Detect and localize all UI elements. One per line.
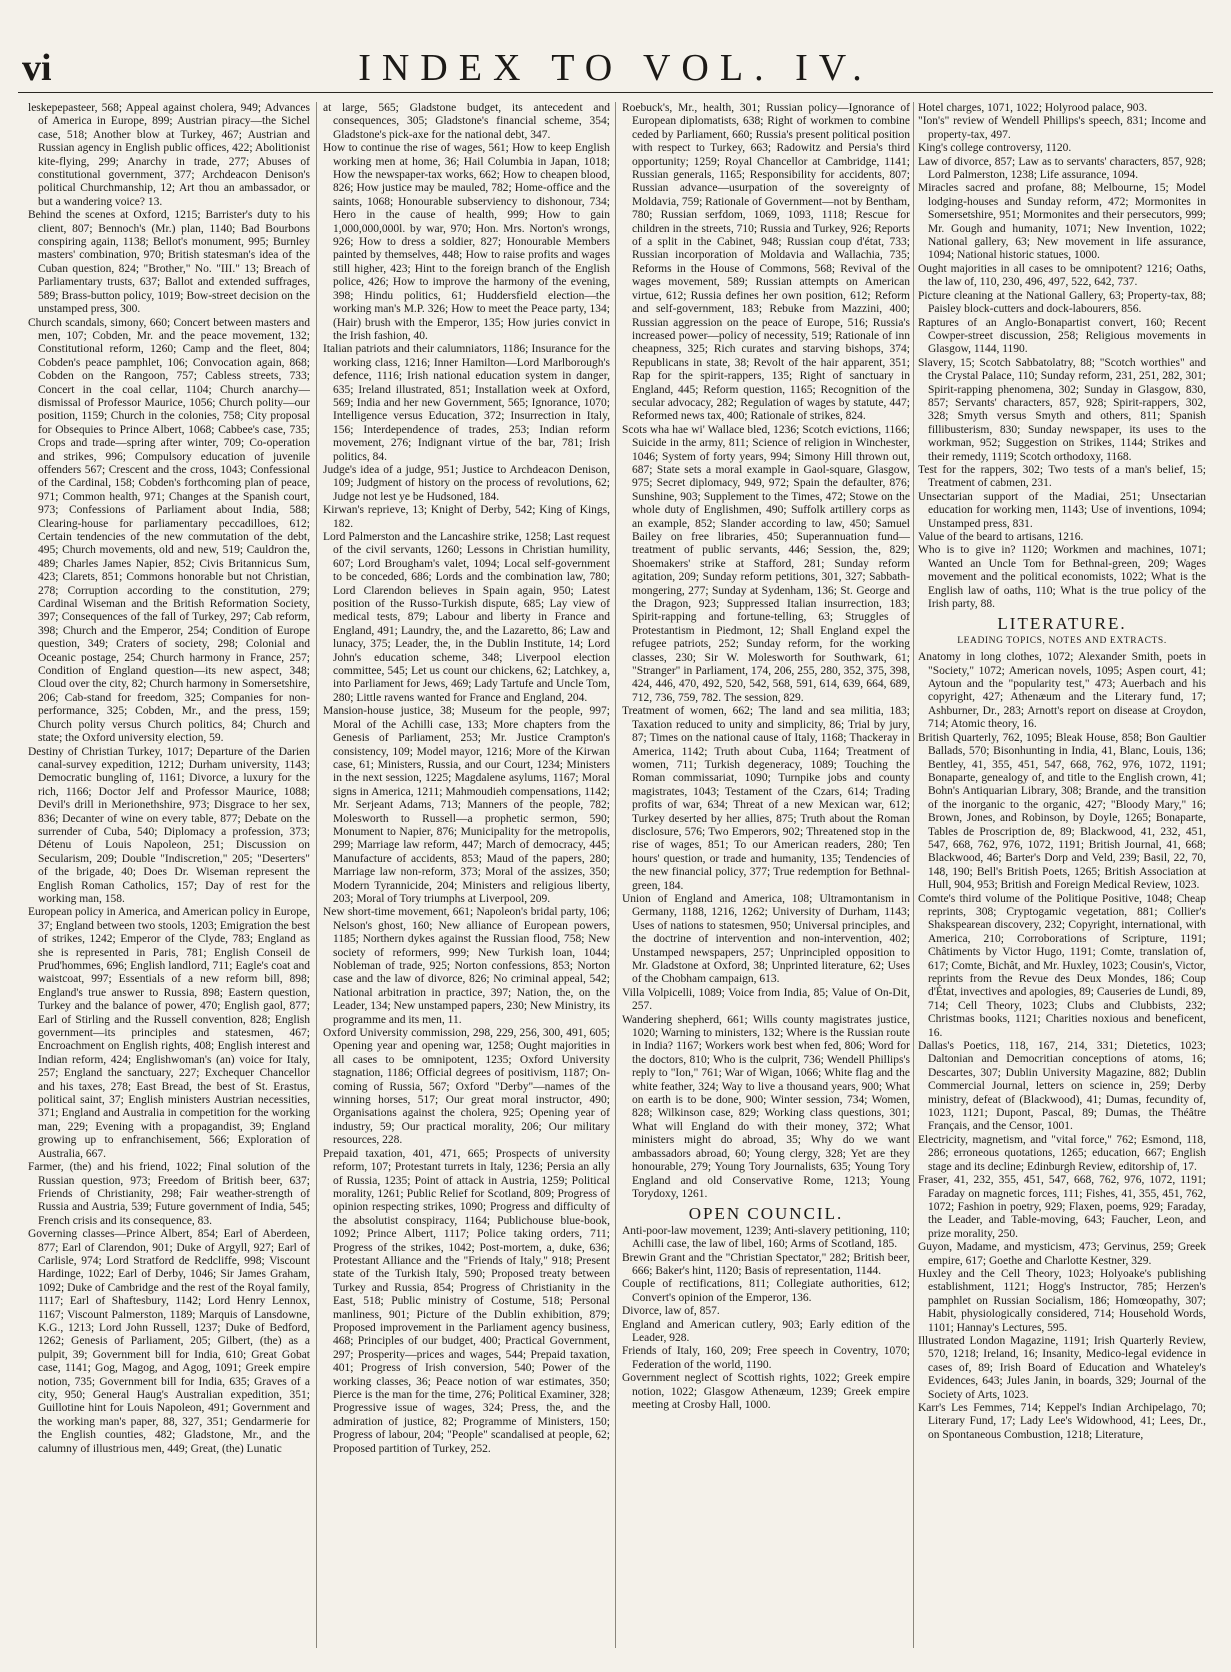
open-council-heading: OPEN COUNCIL. xyxy=(688,1204,844,1224)
literature-entries xyxy=(918,651,1206,1442)
page-folio: vi xyxy=(22,47,52,89)
index-entry: King's college controversy, 1120. xyxy=(918,142,1072,155)
index-entry: Huxley and the Cell Theory, 1023; Holyoake's publishing establishment, 1121; Hogg's Instructor, 785; Herzen's pamphlet on Russian Socialism, 186; Homœopathy, 307; Habit, physiologically considered, 714; Household Words, 1101; Hannay's Lectures, 595. xyxy=(918,1267,1206,1334)
index-entry: Guyon, Madame, and mysticism, 473; Gervinus, 259; Greek empire, 617; Goethe and Charlotte Kestner, 329. xyxy=(918,1241,1206,1267)
index-entry: "Ion's" review of Wendell Phillips's speech, 831; Income and property-tax, 497. xyxy=(918,115,1206,141)
index-entry: Roebuck's, Mr., health, 301; Russian policy—Ignorance of European diplomatists, 638; Right of workmen to combine ceded by Parliament, 660; Russia's present political position with respect to Turkey, 663; Radowitz and Persia's third opportunity; 1259; Royal Chancellor at Cambridge, 1141; Russian generals, 1165; Responsibility for accidents, 807; Russian advance—usurpation of the sovereignty of Moldavia, 759; Rationale of Government—not by Bentham, 780; Russian serfdom, 1069, 1093, 1118; Rescue for children in the streets, 710; Russia and Turkey, 926; Reports of a split in the Cabinet, 948; Russian coup d'état, 733; Russian incorporation of Moldavia and Wallachia, 735; Reforms in the House of Commons, 568; Revival of the wages movement, 589; Russian attempts on American virtue, 612; Russia defines her own position, 612; Reform and self-government, 183; Rebuke from Mazzini, 400; Russian aggression on the peace of Europe, 516; Russia's increased power—policy of necessity, 519; Rationale of inn cheapness, 325; Rich curates and starving bishops, 374; Republicans in state, 38; Revolt of the hair apparent, 351; Rap for the spirit-rappers, 135; Right of sanctuary in England, 445; Reform question, 1165; Recognition of the secular advocacy, 282; Regulation of wages by statute, 447; Reformed news tax, 400; Rationale of strikes, 824. xyxy=(622,102,910,423)
page-header xyxy=(18,40,1213,93)
index-entry: at large, 565; Gladstone budget, its antecedent and consequences, 305; Gladstone's financial scheme, 354; Gladstone's pick-axe for the national debt, 347. xyxy=(323,102,610,141)
index-entry: Electricity, magnetism, and "vital force," 762; Esmond, 118, 286; erroneous quotations, 1265; education, 667; English stage and its decline; Edinburgh Review, editorship of, 17. xyxy=(918,1133,1206,1173)
index-entry: Treatment of women, 662; The land and sea militia, 183; Taxation reduced to unity and simplicity, 86; Trial by jury, 87; Times on the national cause of Italy, 1168; Thackeray in America, 1142; Truth about Cuba, 1164; Treatment of women, 711; Turkish degeneracy, 1089; Touching the Roman commissariat, 1090; Turnpike jobs and county magistrates, 1043; Testament of the Czars, 614; Trading profits of war, 634; Threat of a new Mexican war, 612; Turkey deserted by her allies, 875; Truth about the Roman disclosure, 576; Two Emperors, 902; Threatened stop in the rise of wages, 851; To our American readers, 280; Ten hours' question, or trade and humanity, 135; Tendencies of the new financial policy, 377; True redemption for Bethnal-green, 184. xyxy=(622,705,910,892)
column-rule xyxy=(913,102,914,1648)
index-entry: Picture cleaning at the National Gallery, 63; Property-tax, 88; Paisley block-cutters and dock-labourers, 856. xyxy=(918,289,1206,316)
index-entry: New short-time movement, 661; Napoleon's bridal party, 106; Nelson's ghost, 160; New alliance of European powers, 1185; Northern dykes against the Russian flood, 758; New society of reformers, 999; New Turkish loan, 1044; Nobleman of trade, 925; Norton confessions, 853; Norton case and the law of divorce, 826; No criminal appeal, 542; National arbitration in practice, 397; Nation, the, on the Leader, 134; New unstamped papers, 230; New Ministry, its programme and its men, 11. xyxy=(323,906,610,1026)
index-entry: Couple of rectifications, 811; Collegiate authorities, 612; Convert's opinion of the Emperor, 136. xyxy=(622,1278,910,1304)
index-entry: Divorce, law of, 857. xyxy=(622,1305,720,1318)
index-entry: Scots wha hae wi' Wallace bled, 1236; Scotch evictions, 1166; Suicide in the army, 811; Science of religion in Winchester, 1046; System of forty years, 994; Simony Hill thrown out, 687; State sets a moral example in Gaol-square, Glasgow, 975; Secret diplomacy, 949, 972; Spain the defaulter, 876; Sunshine, 903; Supplement to the Times, 472; Stowe on the whole duty of Englishmen, 490; Suffolk artillery corps as an example, 852; Slander according to law, 450; Samuel Bailey on free libraries, 450; Superannuation fund—treatment of public servants, 446; Session, the, 829; Shoemakers' strike at Stafford, 281; Sunday reform agitation, 209; Sunday reform petitions, 301, 327; Sabbath-mongering, 277; Sunday at Sydenham, 136; St. George and the Dragon, 923; Suppressed Italian insurrection, 183; Spirit-rapping and fortune-telling, 63; Struggles of Protestantism in Piedmont, 12; Shall England expel the refugee patriots, 252; Sunday reform, for the working classes, 230; Sir W. Molesworth for Southwark, 61; "Stranger" in Parliament, 174, 206, 255, 280, 352, 375, 398, 424, 446, 470, 492, 520, 542, 568, 591, 614, 639, 664, 689, 712, 736, 759, 782. The session, 829. xyxy=(622,423,910,704)
index-entry: European policy in America, and American policy in Europe, 37; England between two stools, 1203; Emigration the best of strikes, 1242; Emperor of the Clyde, 783; England as she is represented in Paris, 781; English Conseil de Prud'hommes, 696; English landlord, 711; Eagle's coat and waistcoat, 997; Essentials of a new reform bill, 898; England's true answer to Russia, 898; Eastern question, Turkey and the balance of power, 470; English gaol, 877; Earl of Stirling and the Russell convention, 828; English government—its principles and statesmen, 467; Encroachment on English rights, 408; English interest and Indian reform, 424; Englishwoman's (an) voice for Italy, 257; England the sanctuary, 227; Exchequer Chancellor and his taxes, 278; East Bread, the best of St. Erastus, political saint, 37; English ministers Austrian necessities, 371; England and Australia in competition for the working man, 229; Evening with a propagandist, 39; England growing up to enfranchisement, 566; Exploration of Australia, 667. xyxy=(28,906,310,1160)
index-entry: Farmer, (the) and his friend, 1022; Final solution of the Russian question, 973; Freedom of British beer, 637; Friends of Christianity, 298; Fair weather-strength of Russia and Austria, 539; Future government of India, 545; French crisis and its consequence, 83. xyxy=(28,1161,310,1227)
index-entry: Law of divorce, 857; Law as to servants' characters, 857, 928; Lord Palmerston, 1238; Life assurance, 1094. xyxy=(918,155,1206,182)
index-column-1 xyxy=(28,102,310,1650)
index-entry: Fraser, 41, 232, 355, 451, 547, 668, 762, 976, 1072, 1191; Faraday on magnetic forces, 111; Fishes, 41, 355, 451, 762, 1072; Fashion in poetry, 929; Flaxen, poems, 929; Faraday, the Leader, and Table-moving, 643; Faucher, Leon, and prize morality, 250. xyxy=(918,1174,1206,1240)
literature-heading: LITERATURE. xyxy=(997,614,1127,634)
column-rule xyxy=(316,102,317,1648)
index-entry: Governing classes—Prince Albert, 854; Earl of Aberdeen, 877; Earl of Clarendon, 901; Duke of Argyll, 927; Earl of Carlisle, 974; Lord Stratford de Redcliffe, 998; Viscount Hardinge, 1022; Earl of Derby, 1046; Sir James Graham, 1092; Duke of Cambridge and the rest of the Royal family, 1117; Earl of Shaftesbury, 1142; Lord Henry Lennox, 1167; Viscount Palmerston, 1189; Marquis of Lansdowne, K.G., 1213; Lord John Russell, 1237; Duke of Bedford, 1262; Genesis of Parliament, 205; Gilbert, (the) as a pulpit, 39; Government bill for India, 610; Great Gobat case, 1141; Gog, Magog, and Agog, 1091; Greek empire notion, 735; Government bill for India, 635; Graves of a city, 950; General Haug's Australian expedition, 351; Guillotine hint for Louis Napoleon, 491; Government and the working man's paper, 88, 327, 351; Gendarmerie for the English counties, 482; Gladstone, Mr., and the calumny of illustrious men, 449; Great, (the) Lunatic xyxy=(28,1228,310,1455)
index-entry: Italian patriots and their calumniators, 1186; Insurance for the working class, 1216; Inner Hamilton—Lord Marlborough's defence, 1116; Irish national education system in danger, 635; Ireland illustrated, 851; Installation week at Oxford, 569; India and her new Government, 565; Ignorance, 1070; Intelligence versus Education, 372; Insurrection in Italy, 156; Interdependence of trades, 253; Indian reform movement, 276; Indignant virtue of the bar, 781; Irish politics, 84. xyxy=(323,343,610,463)
index-entry: Anatomy in long clothes, 1072; Alexander Smith, poets in "Society," 1072; American novels, 1095; Aspen court, 41; Aytoun and the "popularity test," 473; Auerbach and his copyright, 427; Athenæum and the Literary fund, 17; Ashburner, Dr., 283; Arnott's report on disease at Croydon, 714; Atomic theory, 16. xyxy=(918,651,1206,731)
index-entry: Behind the scenes at Oxford, 1215; Barrister's duty to his client, 807; Bennoch's (Mr.) plan, 1140; Bad Bourbons conspiring again, 1138; Bellot's monument, 995; Burnley masters' combination, 970; British statesman's idea of the Cuban question, 824; "Brother," No. "III." 13; Breach of Parliamentary trusts, 637; Ballot and extended suffrages, 589; Brass-button policy, 1019; Bow-street decision on the unstamped press, 300. xyxy=(28,209,310,316)
index-entry: Mansion-house justice, 38; Museum for the people, 997; Moral of the Achilli case, 133; More chapters from the Genesis of Parliament, 253; Mr. Justice Crampton's consistency, 109; Model mayor, 1216; More of the Kirwan case, 61; Ministers, Russia, and our Court, 1234; Ministers in the next session, 1225; Magdalene asylums, 1167; Moral signs in America, 1211; Mahmoudieh compensations, 1142; Mr. Serjeant Adams, 713; Manners of the people, 782; Molesworth to Russell—a prophetic sermon, 590; Monument to Napier, 876; Municipality for the metropolis, 299; Marriage law reform, 447; March of democracy, 445; Manufacture of accidents, 853; Maud of the papers, 280; Marriage law non-reform, 373; Moral of the assizes, 350; Modern Tyrannicide, 204; Ministers and religious liberty, 203; Moral of Tory triumphs at Liverpool, 209. xyxy=(323,705,610,905)
index-entry: Government neglect of Scottish rights, 1022; Greek empire notion, 1022; Glasgow Athenæum, 1239; Greek empire meeting at Crosby Hall, 1000. xyxy=(622,1372,910,1411)
index-entry: Raptures of an Anglo-Bonapartist convert, 160; Recent Cowper-street discussion, 258; Religious movements in Glasgow, 1144, 1190. xyxy=(918,316,1206,356)
column-4-entries xyxy=(918,102,1206,611)
index-entry: England and American cutlery, 903; Early edition of the Leader, 928. xyxy=(622,1318,910,1344)
page-title: INDEX TO VOL. IV. xyxy=(358,47,873,89)
index-entry: British Quarterly, 762, 1095; Bleak House, 858; Bon Gaultier Ballads, 570; Bisonhunting in India, 41, Blanc, Louis, 136; Bentley, 41, 355, 451, 547, 668, 762, 976, 1072, 1191; Bonaparte, genealogy of, and title to the English crown, 41; Bohn's Antiquarian Library, 308; Brande, and the transition of the inorganic to the organic, 427; "Bloody Mary," 16; Brown, Jones, and Robinson, by Doyle, 1265; Bonaparte, Tables de Proscription de, 89; Blackwood, 41, 232, 451, 547, 668, 762, 976, 1072, 1191; British Journal, 41, 668; Blackwood, 46; Barter's Dorp and Veld, 239; Basil, 22, 70, 148, 190; Bell's British Poets, 1265; British Association at Hull, 904, 953; British and Foreign Medical Review, 1023. xyxy=(918,731,1206,892)
index-entry: Wandering shepherd, 661; Wills county magistrates justice, 1020; Warning to ministers, 132; Where is the Russian route in India? 1167; Workers work best when fed, 806; Word for the doctors, 810; Who is the culprit, 736; Wendell Phillips's reply to "Ion," 761; War of Wigan, 1066; White flag and the white feather, 324; Way to live a thousand years, 900; What on earth is to be done, 900; Winter session, 734; Women, 828; Wilkinson case, 829; Working class questions, 301; What will England do with their money, 372; What ministers might do abroad, 35; Why do we want ambassadors abroad, 60; Young clergy, 328; Yet are they honourable, 279; Young Tory Journalists, 635; Young Tory England and old Conservative Rome, 1213; Young Torydoxy, 1261. xyxy=(622,1013,910,1200)
index-entry: Unsectarian support of the Madiai, 251; Unsectarian education for working men, 1143; Use of inventions, 1094; Unstamped press, 831. xyxy=(918,490,1206,530)
index-entry: leskepepasteer, 568; Appeal against cholera, 949; Advances of America in Europe, 899; Austrian piracy—the Sichel case, 518; Another blow at Turkey, 467; Austrian and Russian agency in English public offices, 422; Abolitionist kite-flying, 299; Anarchy in trade, 277; Abuses of constitutional government, 377; Archdeacon Denison's political Churchmanship, 12; Art thou an ambassador, or but a wandering voice? 13. xyxy=(28,102,310,208)
literature-section xyxy=(918,614,1206,1442)
index-entry: Friends of Italy, 160, 209; Free speech in Coventry, 1070; Federation of the world, 1190. xyxy=(622,1345,910,1371)
index-entry: Villa Volpicelli, 1089; Voice from India, 85; Value of On-Dit, 257. xyxy=(622,986,910,1013)
open-council-section xyxy=(622,1204,910,1412)
index-entry: Value of the beard to artisans, 1216. xyxy=(918,531,1084,543)
index-entry: Destiny of Christian Turkey, 1017; Departure of the Darien canal-survey expedition, 1212; Durham university, 1143; Democratic bungling of, 1161; Divorce, a luxury for the rich, 1166; Doctor Jelf and Professor Maurice, 1088; Devil's drill in Merionethshire, 973; Disgrace to her sex, 836; Decanter of wine on every table, 877; Debate on the surrender of Cuba, 540; Diplomacy a profession, 373; Détenu of Louis Napoleon, 251; Discussion on Secularism, 209; Double "Indiscretion," 205; "Deserters" of the brigade, 40; Does Dr. Wiseman represent the English Roman Catholics, 157; Day of rest for the working man, 158. xyxy=(28,745,310,905)
index-entry: Illustrated London Magazine, 1191; Irish Quarterly Review, 570, 1218; Ireland, 16; Insanity, Medico-legal evidence in cases of, 89; Irish Board of Education and Whateley's Evidences, 643; Jules Janin, in boards, 329; Journal of the Society of Arts, 1023. xyxy=(918,1334,1206,1401)
index-entry: Hotel charges, 1071, 1022; Holyrood palace, 903. xyxy=(918,102,1148,114)
index-entry: Judge's idea of a judge, 951; Justice to Archdeacon Denison, 109; Judgment of history on the process of revolutions, 62; Judge not lest ye be Hudsoned, 184. xyxy=(323,463,610,503)
index-column-2 xyxy=(323,102,610,1650)
open-council-entries xyxy=(622,1225,910,1413)
index-entry: Lord Palmerston and the Lancashire strike, 1258; Last request of the civil servants, 1260; Lessons in Christian humility, 607; Lord Brougham's valet, 1094; Local self-government to be conceded, 686; Lords and the combination law, 780; Lord Clarendon believes in Spain again, 950; Latest position of the Russo-Turkish dispute, 685; Lay view of medical tests, 879; Labour and liberty in France and England, 491; Laundry, the, and the Lazaretto, 86; Law and lunacy, 375; Leader, the, in the Dublin Institute, 14; Lord John's education scheme, 348; Liverpool election committee, 545; Let us count our chickens, 62; Latchkey, a, into Parliament for Jews, 469; Lady Tartufe and Uncle Tom, 280; Little ravens wanted for France and England, 204. xyxy=(323,531,610,704)
index-entry: Dallas's Poetics, 118, 167, 214, 331; Dietetics, 1023; Daltonian and Democritian conceptions of atoms, 16; Descartes, 307; Dublin University Magazine, 882; Dublin Commercial Journal, letters on science in, 259; Derby ministry, defeat of (Blackwood), 41; Dumas, fecundity of, 1023, 1121; Dupont, Pascal, 89; Dumas, the Théâtre Français, and the Censor, 1001. xyxy=(918,1040,1206,1133)
column-rule xyxy=(615,102,616,1648)
index-entry: Anti-poor-law movement, 1239; Anti-slavery petitioning, 110; Achilli case, the law of libel, 160; Arms of Scotland, 185. xyxy=(622,1224,910,1251)
index-entry: Karr's Les Femmes, 714; Keppel's Indian Archipelago, 70; Literary Fund, 17; Lady Lee's Widowhood, 41; Lees, Dr., on Spontaneous Combustion, 1218; Literature, xyxy=(918,1402,1206,1441)
index-column-4 xyxy=(918,102,1206,1650)
index-entry: Union of England and America, 108; Ultramontanism in Germany, 1188, 1216, 1262; University of Durham, 1143; Uses of nations to statesmen, 950; Universal principles, and the doctrine of intervention and non-intervention, 402; Unstamped newspapers, 257; Unprincipled opposition to Mr. Gladstone at Oxford, 38; Unprinted literature, 62; Uses of the Chobham campaign, 613. xyxy=(622,892,910,986)
index-entry: How to continue the rise of wages, 561; How to keep English working men at home, 36; Hail Columbia in Japan, 1018; How the newspaper-tax works, 662; How to cheapen blood, 826; How justice may be mauled, 782; Home-office and the saints, 1068; Honourable subserviency to dishonour, 734; Hero in the cause of health, 999; How to gain 1,000,000,000l. by war, 970; Hon. Mrs. Norton's wrongs, 926; How to dress a soldier, 827; Honourable Members painted by themselves, 448; How to raise profits and wages still higher, 423; Hint to the foreign branch of the English police, 426; How to improve the harmony of the evening, 398; Hindu politics, 61; Huddersfield election—the working man's M.P. 326; How to meet the Peace party, 134; (Hair) brush with the Emperor, 135; How juries convict in the Irish fashion, 40. xyxy=(323,142,610,342)
index-entry: Oxford University commission, 298, 229, 256, 300, 491, 605; Opening year and opening war, 1258; Ought majorities in all cases to be omnipotent, 1235; Oxford University stagnation, 1186; Official degrees of positivism, 1187; On-coming of Russia, 567; Oxford "Derby"—names of the winning horses, 517; Our great moral instructor, 490; Organisations against the cholera, 925; Opening year of industry, 59; Our practical morality, 206; Our military resources, 228. xyxy=(323,1027,610,1147)
index-entry: Kirwan's reprieve, 13; Knight of Derby, 542; King of Kings, 182. xyxy=(323,504,610,530)
index-column-3 xyxy=(622,102,910,1650)
index-entry: Prepaid taxation, 401, 471, 665; Prospects of university reform, 107; Protestant turrets in Italy, 1236; Persia an ally of Russia, 1235; Point of attack in Austria, 1259; Political morality, 1261; Public Relief for Scotland, 809; Progress of opinion respecting strikes, 1090; Progress and difficulty of the absolutist conspiracy, 1164; Publichouse blue-book, 1092; Prince Albert, 1117; Police taking orders, 711; Progress of the strikes, 1042; Post-mortem, a, duke, 636; Protestant Alliance and the "Friends of Italy," 918; Present state of the Turkish Italy, 590; Proposed treaty between Turkey and Russia, 854; Progress of Christianity in the East, 518; Public ministry of Costume, 518; Personal manliness, 901; Picture of the Dublin exhibition, 879; Proposed improvement in the Parliament agency business, 468; Principles of our budget, 400; Practical Government, 297; Prosperity—prices and wages, 544; Prepaid taxation, 401; Progress of Irish conversion, 540; Power of the working classes, 36; Peace notion of war estimates, 350; Pierce is the man for the time, 276; Political Examiner, 328; Progressive issue of wages, 324; Press, the, and the admiration of justice, 82; Programme of Ministers, 150; Progress of labour, 204; "People" scandalised at people, 62; Proposed partition of Turkey, 252. xyxy=(323,1147,610,1455)
index-entry: Ought majorities in all cases to be omnipotent? 1216; Oaths, the law of, 110, 230, 496, 497, 522, 642, 737. xyxy=(918,262,1206,289)
index-entry: Who is to give in? 1120; Workmen and machines, 1071; Wanted an Uncle Tom for Bethnal-green, 209; Wages movement and the political economists, 1022; What is the English law of oaths, 110; What is the true policy of the Irish party, 88. xyxy=(918,544,1206,611)
column-3-entries xyxy=(622,102,910,1201)
literature-subheading: LEADING TOPICS, NOTES AND EXTRACTS. xyxy=(957,635,1167,646)
index-entry: Slavery, 15; Scotch Sabbatolatry, 88; "Scotch worthies" and the Crystal Palace, 110; Sunday reform, 231, 251, 282, 301; Spirit-rapping phenomena, 302; Sunday in Glasgow, 830, 857; Servants' characters, 857, 928; Spirit-rappers, 302, 328; Smyth versus Smyth and others, 811; Spanish fillibusterism, 830; Sunday newspaper, its uses to the workman, 952; Suggestion on Strikes, 1144; Strikes and their remedy, 1119; Scotch orthodoxy, 1168. xyxy=(918,356,1206,463)
index-entry: Test for the rappers, 302; Two tests of a man's belief, 15; Treatment of cabmen, 231. xyxy=(918,463,1206,490)
index-entry: Miracles sacred and profane, 88; Melbourne, 15; Model lodging-houses and Sunday reform, 472; Mormonites in Somersetshire, 951; Mormonites and their persecutors, 999; Mr. Gough and humanity, 1071; New Invention, 1022; National gallery, 63; New movement in life assurance, 1094; National historic statues, 1000. xyxy=(918,182,1206,262)
index-entry: Brewin Grant and the "Christian Spectator," 282; British beer, 666; Baker's hint, 1120; Basis of representation, 1144. xyxy=(622,1251,910,1277)
index-entry: Comte's third volume of the Politique Positive, 1048; Cheap reprints, 308; Cryptogamic vegetation, 881; Collier's Shakspearean discovery, 232; Copyright, international, with America, 210; Corroborations of Scripture, 1191; Châtiments by Victor Hugo, 1191; Comte, translation of, 617; Comte, Bichât, and Mr. Huxley, 1023; Cousin's, Victor, reprints from the Revue des Deux Mondes, 186; Coup d'État, invectives and apologies, 89; Causeries de Lundi, 89, 714; Cell Theory, 1023; Clubs and Clubbists, 232; Christmas books, 1121; Charities noxious and beneficent, 16. xyxy=(918,892,1206,1039)
index-entry: Church scandals, simony, 660; Concert between masters and men, 107; Cobden, Mr. and the peace movement, 132; Constitutional reform, 1260; Camp and the fleet, 804; Cobden's peace pamphlet, 106; Convocation again, 868; Cobden on the Rangoon, 757; Cabless streets, 733; Concert in the coal cellar, 1104; Church anarchy—dismissal of Professor Maurice, 1056; Church polity—our position, 1159; Church in the colonies, 758; City proposal for Obsequies to Prince Albert, 1068; Cabbee's case, 735; Crops and trade—spring after winter, 709; Co-operation and strikes, 996; Compulsory education of juvenile offenders 567; Crescent and the cross, 1043; Confessional of the Cardinal, 158; Cobden's forthcoming plan of peace, 971; Common health, 971; Changes at the Spanish court, 973; Confessions of Parliament about India, 588; Clearing-house for parliamentary peccadilloes, 612; Certain tendencies of the new commutation of the debt, 495; Church movements, old and new, 519; Cauldron the, 489; Charles James Napier, 852; Civis Britannicus Sum, 423; Clarets, 851; Commons honorable but not Christian, 278; Corruption according to the constitution, 279; Cardinal Wiseman and the British Reformation Society, 397; Consequences of the fall of Turkey, 297; Cab reform, 398; Church and the Emperor, 254; Condition of Europe question, 349; Craters of society, 298; Colonial and Oceanic postage, 254; Church harmony in France, 257; Condition of England question—its new aspect, 348; Cloud over the city, 82; Church harmony in Somersetshire, 206; Cab-stand for freedom, 325; Companies for non-performance, 325; Cobden, Mr., and the press, 159; Church polity versus Church politics, 84; Church and state; the Oxford university election, 59. xyxy=(28,316,310,745)
